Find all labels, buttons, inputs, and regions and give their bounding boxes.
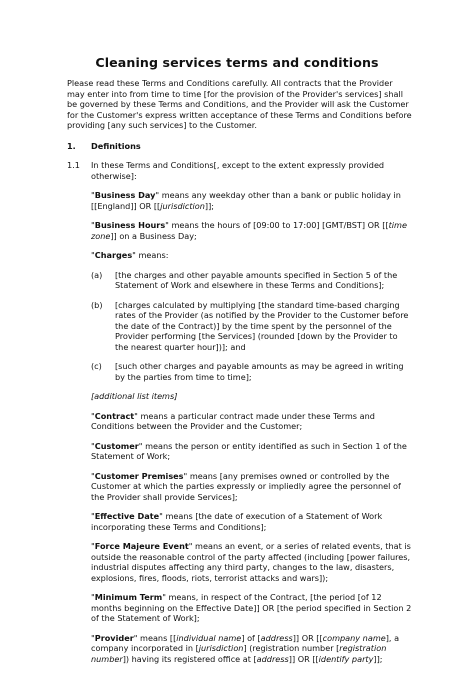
definition-effective-date: "Effective Date" means [the date of execution of a Statement of Work incorporating these Terms and Conditions]; xyxy=(91,511,383,532)
definition-business-hours: "Business Hours" means the hours of [09:00 to 17:00] [GMT/BST] OR [[time zone]] on a Business Day; xyxy=(91,220,407,241)
list-item-label: (c) xyxy=(91,361,102,371)
definition-charges: "Charges" means: xyxy=(91,250,169,260)
defined-term: Business Day xyxy=(94,190,156,200)
definition-customer-premises: "Customer Premises" means [any premises owned or controlled by the Customer at which the parties expressly or impliedly agree the personnel of the Provider shall provide Services]; xyxy=(91,470,401,502)
additional-list-items-note: [additional list items] xyxy=(91,391,178,401)
list-item-text: [such other charges and payable amounts as may be agreed in writing by the parties from time to time]; xyxy=(115,361,404,382)
intro-paragraph: Please read these Terms and Conditions carefully. All contracts that the Provider may enter into from time to time [for the provision of the Provider's services] shall be governed by these Terms and Conditions, and the Provider will ask the Customer for the Customer's express written acceptance of these Terms and Conditions before providing [any such services] to the Customer. xyxy=(67,78,412,130)
definition-contract: "Contract" means a particular contract made under these Terms and Conditions between the Provider and the Customer; xyxy=(91,410,375,431)
defined-term: Minimum Term xyxy=(94,592,163,602)
clause-number: 1.1 xyxy=(67,160,80,170)
definition-force-majeure-event: "Force Majeure Event" means an event, or a series of related events, that is outside the reasonable control of the party affected (including [power failures, industrial disputes affecting any third party, changes to the law, disasters, explosions, fires, floods, riots, terrorist attacks and wars]); xyxy=(91,541,411,583)
defined-term: Force Majeure Event xyxy=(94,541,189,551)
list-item-label: (b) xyxy=(91,299,103,310)
definition-provider: "Provider" means [[individual name] of [address]] OR [[company name], a company incorporated in [jurisdiction] (registration number [registration number]) having its registered office at [address]] OR [[identify party]]; xyxy=(91,632,400,664)
defined-term: Customer Premises xyxy=(94,470,184,481)
list-item xyxy=(91,361,412,382)
defined-term: Contract xyxy=(94,410,135,421)
list-item-text: [charges calculated by multiplying [the standard time-based charging rates of the Provider (as notified by the Provider to the Customer before the date of the Contract)] by the time spent by the personnel of the Provider performing [the Services] (rounded [down by the Provider to the nearest quarter hour])]; and xyxy=(115,299,409,352)
definition-minimum-term: "Minimum Term" means, in respect of the Contract, [the period [of 12 months beginning on the Effective Date]] OR [the period specified in Section 2 of the Statement of Work]; xyxy=(91,592,412,623)
defined-term: Provider xyxy=(94,632,134,643)
defined-term: Business Hours xyxy=(94,220,166,230)
defined-term: Effective Date xyxy=(94,511,160,521)
list-item xyxy=(91,270,412,291)
clause-1-1 xyxy=(67,160,412,181)
document-title: Cleaning services terms and conditions xyxy=(95,55,379,70)
definition-business-day: "Business Day" means any weekday other than a bank or public holiday in [[England]] OR [[jurisdiction]]; xyxy=(91,190,401,211)
list-item-text: [the charges and other payable amounts specified in Section 5 of the Statement of Work and elsewhere in these Terms and Conditions]; xyxy=(115,269,398,290)
section-number: 1. xyxy=(67,140,76,151)
section-title: Definitions xyxy=(91,140,141,151)
list-item-label: (a) xyxy=(91,269,103,280)
section-heading-definitions xyxy=(67,141,412,152)
defined-term: Charges xyxy=(94,250,133,260)
clause-text: In these Terms and Conditions[, except to the extent expressly provided otherwise]: xyxy=(91,160,385,181)
defined-term: Customer xyxy=(94,440,139,451)
definition-customer: "Customer" means the person or entity identified as such in Section 1 of the Statement of Work; xyxy=(91,440,407,461)
list-item xyxy=(91,300,412,353)
document-body xyxy=(67,78,412,673)
